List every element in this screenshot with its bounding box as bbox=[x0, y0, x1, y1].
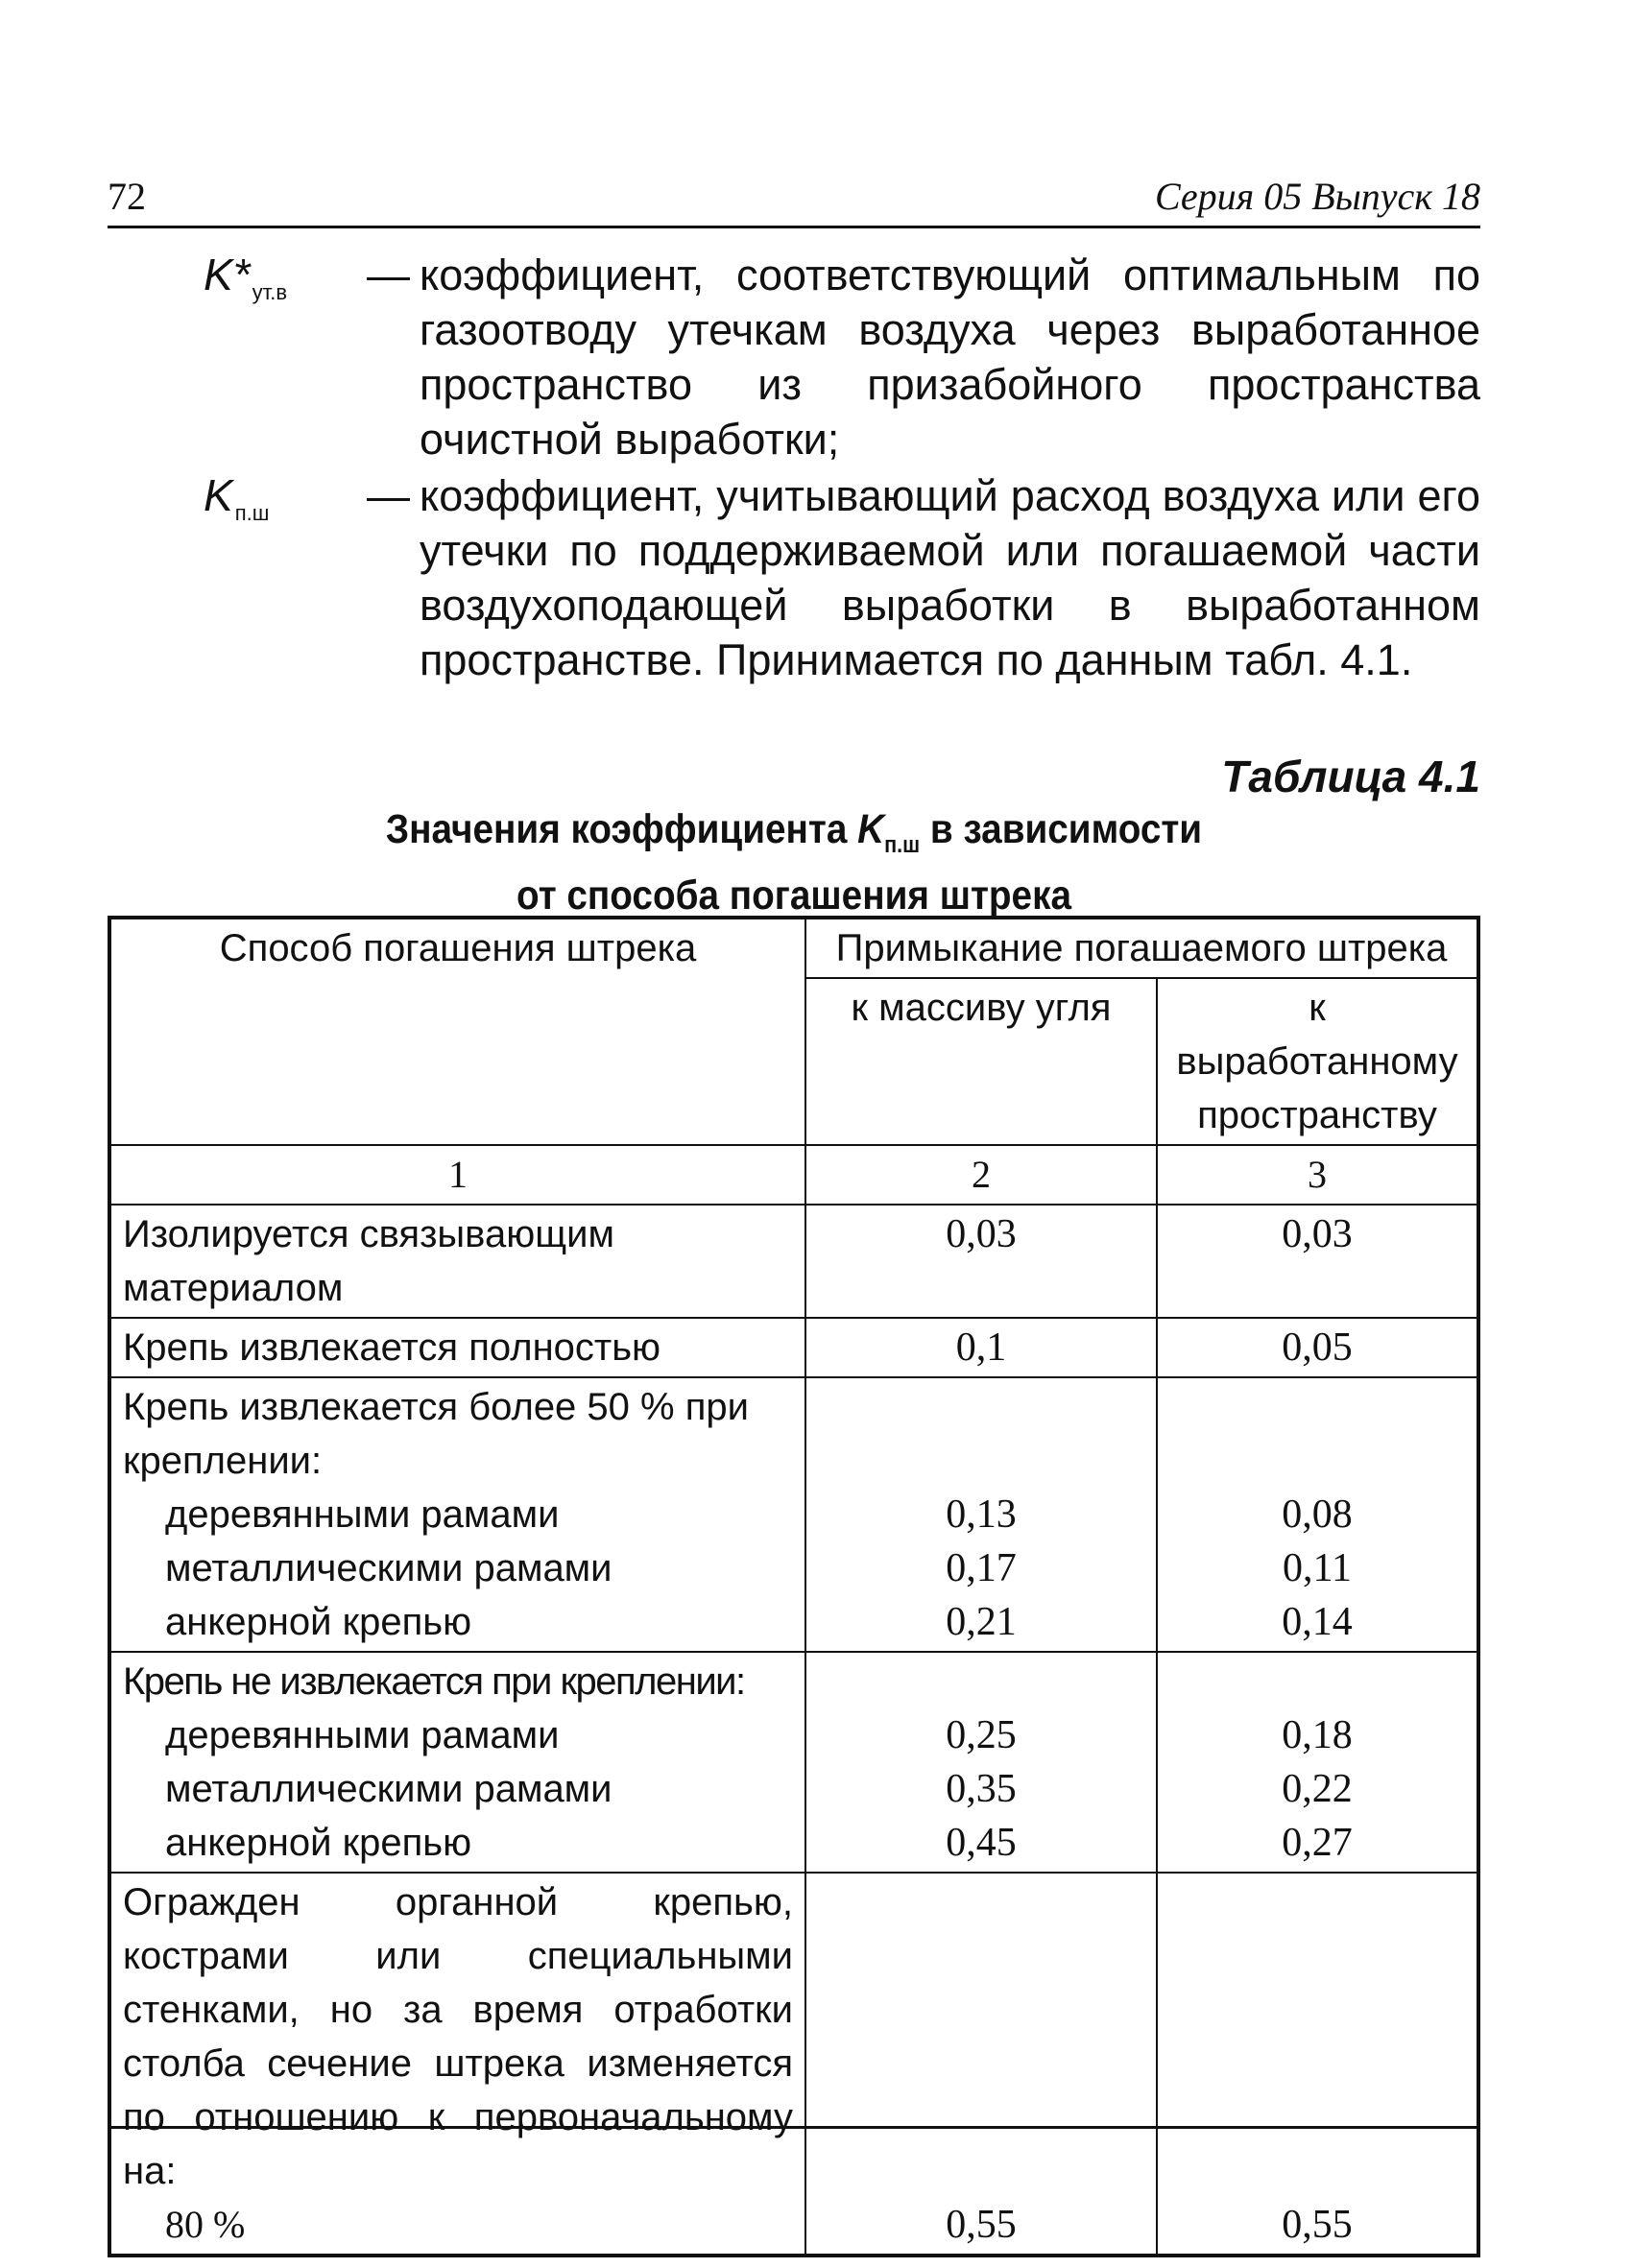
table-row bbox=[109, 1205, 1478, 1318]
column-number: 2 bbox=[805, 1145, 1157, 1205]
definition-k-p-sh: $K_{п.ш}$ — коэффициент, учитывающий расход воздуха или его утечки по поддерживаемой или погашаемой части воздухоподающей выработки в выработанном пространстве. Принимается по данным табл. 4.1. bbox=[108, 468, 1480, 687]
value-goaf: 0,55 bbox=[1157, 1873, 1478, 2256]
table-label: Таблица 4.1 bbox=[1221, 752, 1480, 801]
value-coal: 0,55 bbox=[805, 1873, 1157, 2256]
table-title: Значения коэффициента $K_{п.ш}$ в зависимости от способа погашения штрека bbox=[385, 806, 1203, 919]
value-coal: 0,1 bbox=[805, 1318, 1157, 1377]
column-number-row bbox=[109, 1145, 1478, 1205]
value-goaf-stack: 0,18 0,22 0,27 bbox=[1157, 1652, 1478, 1873]
item-label: деревянными рамами bbox=[165, 1493, 560, 1536]
footer-divider bbox=[108, 2126, 1480, 2129]
group-label: Крепь не извлекается при креплении: bbox=[123, 1660, 745, 1703]
value-coal: 0,03 bbox=[805, 1205, 1157, 1318]
column-number: 3 bbox=[1157, 1145, 1478, 1205]
group-cell bbox=[109, 1652, 805, 1873]
symbol-k-ut-v: $K*_{ут.в}$ bbox=[204, 250, 288, 304]
row-label: Крепь извлекается полностью bbox=[109, 1318, 805, 1377]
page-number: 72 bbox=[108, 175, 146, 218]
item-label: анкерной крепью bbox=[165, 1822, 472, 1864]
table-row-group-fenced bbox=[109, 1873, 1478, 2256]
group-label: Огражден органной крепью, кострами или специальными стенками, но за время отработки столба сечение штрека изменяется по отношению к первоначальному на: bbox=[123, 1881, 793, 2192]
header-adjacency: Примыкание погашаемого штрека bbox=[805, 918, 1478, 978]
definition-k-ut-v: $K*_{ут.в}$ — коэффициент, соответствующий оптимальным по газоотводу утечкам воздуха через выработанное пространство из призабойного пространства очистной выработки; bbox=[108, 248, 1480, 466]
table-row bbox=[109, 1318, 1478, 1377]
value-goaf: 0,03 bbox=[1157, 1205, 1478, 1318]
page-header bbox=[108, 176, 1480, 228]
header-method: Способ погашения штрека bbox=[109, 918, 805, 1145]
definition-text: коэффициент, соответствующий оптимальным по газоотводу утечкам воздуха через выработанное пространство из призабойного пространства очистной выработки; bbox=[420, 251, 1480, 464]
definition-text: коэффициент, учитывающий расход воздуха или его утечки по поддерживаемой или погашаемой части воздухоподающей выработки в выработанном пространстве. Принимается по данным табл. 4.1. bbox=[420, 471, 1480, 684]
value-goaf-stack: 0,08 0,11 0,14 bbox=[1157, 1377, 1478, 1652]
series-title: Серия 05 Выпуск 18 bbox=[1154, 175, 1480, 218]
item-label: металлическими рамами bbox=[165, 1768, 612, 1810]
column-number: 1 bbox=[109, 1145, 805, 1205]
group-cell bbox=[109, 1377, 805, 1652]
value-coal-stack: 0,13 0,17 0,21 bbox=[805, 1377, 1157, 1652]
coefficient-table bbox=[108, 916, 1480, 2257]
definitions-list bbox=[108, 248, 1480, 687]
row-label: Изолируется связывающим материалом bbox=[109, 1205, 805, 1318]
table-row-group-partial bbox=[109, 1377, 1478, 1652]
symbol-k-p-sh: $K_{п.ш}$ bbox=[204, 470, 270, 525]
value-coal-stack: 0,25 0,35 0,45 bbox=[805, 1652, 1157, 1873]
header-to-coal: к массиву угля bbox=[805, 978, 1157, 1145]
group-cell bbox=[109, 1873, 805, 2256]
item-label: анкерной крепью bbox=[165, 1601, 472, 1643]
value-goaf: 0,05 bbox=[1157, 1318, 1478, 1377]
item-label: деревянными рамами bbox=[165, 1714, 560, 1756]
item-label: 80 % bbox=[165, 2203, 246, 2246]
table-row-group-none bbox=[109, 1652, 1478, 1873]
table-header-row bbox=[109, 918, 1478, 978]
group-label: Крепь извлекается более 50 % при креплении: bbox=[123, 1386, 749, 1482]
header-to-goaf: к выработанному пространству bbox=[1157, 978, 1478, 1145]
item-label: металлическими рамами bbox=[165, 1547, 612, 1589]
